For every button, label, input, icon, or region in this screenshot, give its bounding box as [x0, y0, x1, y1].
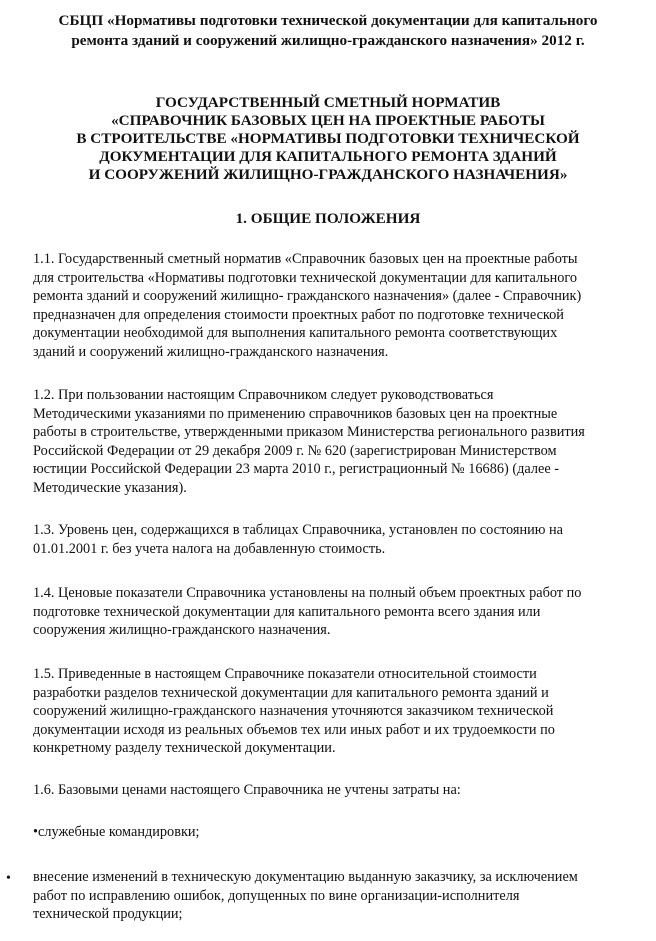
paragraph-line: зданий и сооружений жилищно-гражданского назначения. — [33, 343, 389, 360]
paragraph-line: 1.5. Приведенные в настоящем Справочнике показатели относительной стоимости — [33, 666, 537, 682]
header-line: ремонта зданий и сооружений жилищно-гражданского назначения» 2012 г. — [71, 32, 585, 49]
list-item — [33, 823, 656, 842]
paragraph-line: разработки разделов технической документации для капитального ремонта зданий и — [33, 684, 549, 701]
paragraph-line: сооружений жилищно-гражданского назначения уточняются заказчиком технической — [33, 703, 554, 719]
paragraph-line: 1.3. Уровень цен, содержащихся в таблицах Справочника, установлен по состоянию на — [33, 522, 564, 538]
title-line: ДОКУМЕНТАЦИИ ДЛЯ КАПИТАЛЬНОГО РЕМОНТА ЗДАНИЙ — [99, 148, 557, 165]
paragraph-line: юстиции Российской Федерации 23 марта 2010 г., регистрационный № 16686) (далее - — [33, 461, 560, 477]
paragraph-line: 01.01.2001 г. без учета налога на добавленную стоимость. — [33, 540, 386, 557]
paragraph-line: документации исходя из реальных объемов тех или иных работ и их трудоемкости по — [33, 721, 555, 738]
paragraph-1-5 — [33, 665, 656, 758]
title-line: «СПРАВОЧНИК БАЗОВЫХ ЦЕН НА ПРОЕКТНЫЕ РАБОТЫ — [111, 112, 545, 129]
paragraph-line: Методическими указаниями по применению справочников базовых цен на проектные — [33, 405, 558, 422]
paragraph-1-6 — [33, 781, 656, 800]
document-header — [20, 11, 636, 51]
bullet-icon: • — [6, 871, 11, 886]
title-line: ГОСУДАРСТВЕННЫЙ СМЕТНЫЙ НОРМАТИВ — [155, 94, 501, 111]
paragraph-1-1 — [33, 250, 656, 361]
header-line: СБЦП «Нормативы подготовки технической документации для капитального — [58, 12, 598, 29]
title-line: И СООРУЖЕНИЙ ЖИЛИЩНО-ГРАЖДАНСКОГО НАЗНАЧЕНИЯ» — [88, 166, 568, 183]
paragraph-line: 1.6. Базовыми ценами настоящего Справочника не учтены затраты на: — [33, 782, 461, 798]
paragraph-line: конкретному разделу технической документации. — [33, 740, 336, 756]
paragraph-1-3 — [33, 521, 656, 558]
paragraph-1-2 — [33, 386, 656, 497]
paragraph-line: предназначен для определения стоимости проектных работ по подготовке технической — [33, 306, 564, 323]
paragraph-line: 1.4. Ценовые показатели Справочника установлены на полный объем проектных работ по — [33, 585, 582, 601]
section-heading: 1. ОБЩИЕ ПОЛОЖЕНИЯ — [235, 210, 421, 227]
paragraph-line: документации необходимой для выполнения капитального ремонта соответствующих — [33, 325, 558, 341]
list-item — [33, 868, 656, 924]
paragraph-line: ремонта зданий и сооружений жилищно- гражданского назначения» (далее - Справочник) — [33, 288, 582, 304]
title-line: В СТРОИТЕЛЬСТВЕ «НОРМАТИВЫ ПОДГОТОВКИ ТЕХНИЧЕСКОЙ — [76, 130, 580, 147]
paragraph-line: 1.2. При пользовании настоящим Справочником следует руководствоваться — [33, 387, 494, 403]
document-title — [40, 94, 616, 184]
paragraph-line: подготовке технической документации для капитального ремонта всего здания или — [33, 603, 541, 620]
paragraph-line: 1.1. Государственный сметный норматив «Справочник базовых цен на проектные работы — [33, 251, 578, 267]
list-item-text: внесение изменений в техническую документацию выданную заказчику, за исключением — [33, 869, 578, 885]
paragraph-1-4 — [33, 584, 656, 640]
paragraph-line: сооружения жилищно-гражданского назначения. — [33, 622, 331, 638]
paragraph-line: Методические указания). — [33, 479, 187, 496]
paragraph-line: Российской Федерации от 29 декабря 2009 г. № 620 (зарегистрирован Министерством — [33, 442, 557, 459]
list-item-text: работ по исправлению ошибок, допущенных по вине организации-исполнителя — [33, 887, 520, 904]
paragraph-line: для строительства «Нормативы подготовки технической документации для капитального — [33, 269, 578, 286]
list-item-text: технической продукции; — [33, 906, 183, 922]
paragraph-line: работы в строительстве, утвержденными приказом Министерства регионального развития — [33, 424, 585, 440]
list-item-text: •служебные командировки; — [33, 824, 200, 840]
